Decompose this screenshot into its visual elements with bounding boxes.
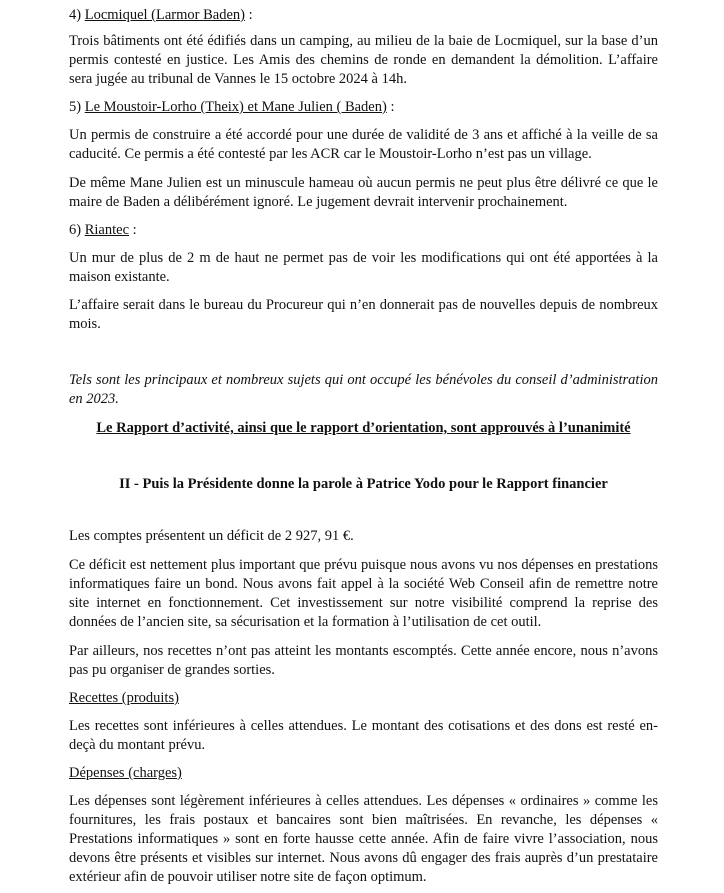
section-6-title: Riantec — [84, 222, 130, 238]
approval-text: Le Rapport d’activité, ainsi que le rapport d’orientation, sont approuvés à l’unanimité — [96, 420, 631, 436]
section-6-heading — [69, 221, 137, 240]
section-5-paragraph-1: Un permis de construire a été accordé pour une durée de validité de 3 ans et affiché à la veille de sa caducité. Ce permis a été contesté par les ACR car le Moustoir-Lorho n’est pas un village. — [69, 127, 658, 162]
approval-statement — [69, 419, 658, 438]
section-4-number: 4) — [69, 7, 85, 23]
section-6-number: 6) — [69, 222, 85, 238]
section-5-title: Le Moustoir-Lorho (Theix) et Mane Julien ( Baden) — [84, 99, 387, 115]
recettes-heading: Recettes (produits) — [69, 690, 179, 706]
section-5-number: 5) — [69, 99, 85, 115]
section-6-suffix: : — [129, 222, 137, 238]
closing-italic-paragraph: Tels sont les principaux et nombreux sujets qui ont occupé les bénévoles du conseil d’administration en 2023. — [69, 372, 658, 407]
section-4-title: Locmiquel (Larmor Baden) — [84, 7, 245, 23]
section-4-suffix: : — [244, 7, 253, 23]
recettes-paragraph: Les recettes sont inférieures à celles attendues. Le montant des cotisations et des dons est resté en-deçà du montant prévu. — [69, 718, 658, 753]
deficit-paragraph: Les comptes présentent un déficit de 2 927, 91 €. — [69, 528, 354, 544]
depenses-heading: Dépenses (charges) — [69, 765, 182, 781]
deficit-explanation-paragraph: Ce déficit est nettement plus important que prévu puisque nous avons vu nos dépenses en prestations informatiques faire un bond. Nous avons fait appel à la société Web Conseil afin de remettre notre site internet en fonctionnement. Cet investissement sur notre visibilité comprend la reprise des données de l’ancien site, sa sécurisation et la formation à l’utilisation de cet outil. — [69, 557, 658, 630]
section-5-paragraph-2: De même Mane Julien est un minuscule hameau où aucun permis ne peut plus être délivré ce que le maire de Baden a délibérément ignoré. Le jugement devrait intervenir prochainement. — [69, 175, 658, 210]
section-4-paragraph: Trois bâtiments ont été édifiés dans un camping, au milieu de la baie de Locmiquel, sur la base d’un permis contesté en justice. Les Amis des chemins de ronde en demandent la démolition. L’affaire sera jugée au tribunal de Vannes le 15 octobre 2024 à 14h. — [69, 33, 658, 87]
section-6-paragraph-1: Un mur de plus de 2 m de haut ne permet pas de voir les modifications qui ont été apportées à la maison existante. — [69, 250, 658, 285]
financial-report-heading: II - Puis la Présidente donne la parole à Patrice Yodo pour le Rapport financier — [119, 476, 608, 492]
section-5-heading — [69, 98, 394, 117]
revenue-note-paragraph: Par ailleurs, nos recettes n’ont pas atteint les montants escomptés. Cette année encore, nous n’avons pas pu organiser de grandes sorties. — [69, 643, 658, 678]
section-4-heading — [69, 6, 253, 25]
section-5-suffix: : — [386, 99, 395, 115]
depenses-paragraph: Les dépenses sont légèrement inférieures à celles attendues. Les dépenses « ordinaires » comme les fournitures, les frais postaux et bancaires sont bien maîtrisées. En revanche, les dépenses « Prestations informatiques » sont en forte hausse cette année. Afin de faire vivre l’association, nous devons être présents et visibles sur internet. Nous avons dû engager des frais auprès d’un prestataire extérieur afin de pouvoir utiliser notre site de façon optimum. — [69, 793, 658, 885]
section-6-paragraph-2: L’affaire serait dans le bureau du Procureur qui n’en donnerait pas de nouvelles depuis de nombreux mois. — [69, 297, 658, 332]
